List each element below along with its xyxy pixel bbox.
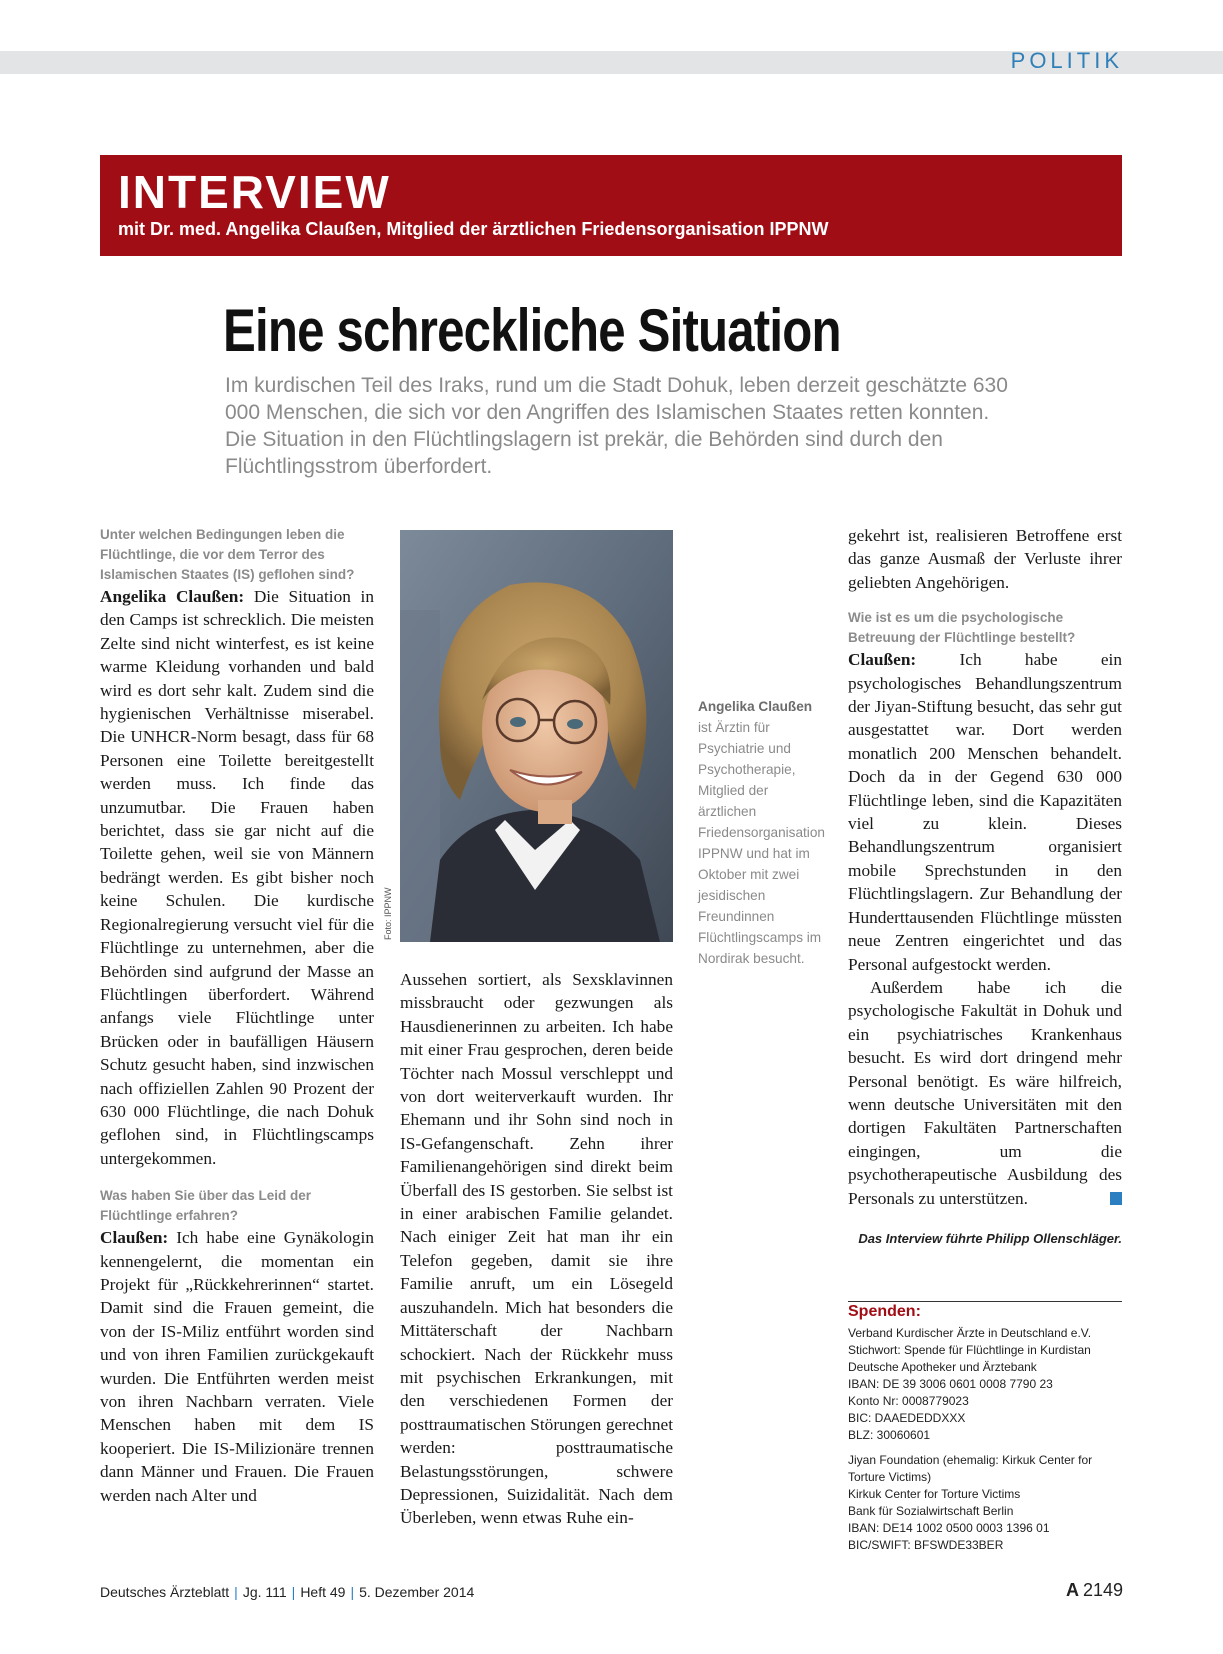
answer-text: Außerdem habe ich die psychologische Fakultät in Dohuk und ein psychiatrisches Krankenhaus besucht. Es wird dort dringend mehr Personal benötigt. Es wäre hilfreich, wenn deutsche Universitäten mit den dortigen Fakultäten Partnerschaften eingingen, um die psychotherapeutische Ausbildung des Personals zu unterstützen. [848,977,1122,1208]
caption-name: Angelika Claußen [698,699,813,714]
speaker-label: Angelika Claußen: [100,587,245,606]
answer-continuation: Aussehen sortiert, als Sexsklavinnen missbraucht oder gezwungen als Hausdienerinnen zu arbeiten. Ich habe mit einer Frau gesprochen, deren beide Töchter nach Mossul verschleppt und von dort weiterverkauft wurden. Ihr Ehemann und ihr Sohn sind noch in IS-Gefangenschaft. Zehn ihrer Familienangehörigen sind direkt beim Überfall des IS gestorben. Sie selbst ist in einer arabischen Familie gelandet. Nach einiger Zeit hat man ihr ein Telefon gegeben, damit sie ihre Familie anruft, um ein Lösegeld auszuhandeln. Mich hat besonders die Mittäterschaft der Nachbarn schockiert. Nach der Rückkehr muss mit psychischen Erkrankungen, mit den verschiedenen Formen der posttraumatischen Störungen gerechnet werden: posttraumatische Belastungsstörungen, schwere Depressionen, Suizidalität. Nach dem Überleben, wenn etwas Ruhe ein- [400,970,673,1528]
volume: Jg. 111 [242,1584,287,1600]
spenden-line: BLZ: 30060601 [848,1428,931,1442]
spenden-line: BIC/SWIFT: BFSWDE33BER [848,1538,1004,1552]
separator: | [291,1584,296,1600]
column-1 [100,525,374,1507]
speaker-label: Claußen: [848,650,917,670]
answer-text: Die Situation in den Camps ist schrecklich. Die meisten Zelte sind nicht winterfest, es ist keine warme Kleidung vorhanden und bald wird es dort sehr kalt. Zudem sind die hygienischen Verhältnisse miserabel. Die UNHCR-Norm besagt, dass für 68 Personen eine Toilette bereitgestellt werden muss. Ich finde das unzumutbar. Die Frauen haben berichtet, dass sie gar nicht auf die Toilette gehen, weil sie von Männern bedrängt werden. Es gibt bisher noch keine Schulen. Die kurdische Regionalregierung versucht viel für die Flüchtlinge zu unternehmen, aber die Behörden sind aufgrund der Masse an Flüchtlingen überfordert. Während anfangs viele Flüchtlinge unter Brücken oder in baufälligen Häusern Schutz gesucht haben, sind inzwischen nach offiziellen Zahlen 90 Prozent der 630 000 Flüchtlinge, die nach Dohuk geflohen sind, in Flüchtlingscamps untergekommen. [100,587,374,1168]
banner-title: INTERVIEW [118,166,391,218]
interview-byline: Das Interview führte Philipp Ollenschläger. [858,1231,1122,1246]
journal-name: Deutsches Ärzteblatt [100,1584,230,1600]
question-2: Was haben Sie über das Leid der Flüchtlinge erfahren? [100,1188,312,1224]
spenden-line: BIC: DAAEDEDDXXX [848,1411,966,1425]
question-3: Wie ist es um die psychologische Betreuung der Flüchtlinge bestellt? [848,610,1076,646]
page-prefix: A [1065,1580,1079,1600]
answer-1 [100,585,374,1170]
answer-continuation: gekehrt ist, realisieren Betroffene erst das ganze Ausmaß der Verluste ihrer geliebten Angehörigen. [848,526,1122,592]
spenden-line: Konto Nr: 0008779023 [848,1394,969,1408]
photo-credit: Foto: IPPNW [383,887,393,940]
answer-3-paragraph-2 [848,976,1122,1210]
answer-text: Ich habe eine Gynäkologin kennengelernt, die momentan ein Projekt für „Rückkehrerinnen“ startet. Damit sind die Frauen gemeint, die von der IS-Miliz entführt worden sind und von ihren Familien zurückgekauft wurden. Die Entführten werden meist von ihren Nachbarn verraten. Viele Menschen haben mit dem IS kooperiert. Die IS-Milizionäre trennen dann Männer und Frauen. Die Frauen werden nach Alter und [100,1228,374,1505]
spenden-line: Jiyan Foundation (ehemalig: Kirkuk Center for [848,1453,1093,1467]
spenden-box [848,1302,1122,1554]
headline: Eine schreckliche Situation [223,297,841,364]
lead-paragraph: Im kurdischen Teil des Iraks, rund um die Stadt Dohuk, leben derzeit geschätzte 630 000 Menschen, die sich vor den Angriffen des Islamischen Staates retten konnten. Die Situation in den Flüchtlingslagern ist prekär, die Behörden sind durch den Flüchtlingsstrom überfordert. [225,374,1008,478]
spenden-line: Deutsche Apotheker und Ärztebank [848,1360,1037,1374]
spenden-title: Spenden: [848,1303,921,1320]
answer-2 [100,1226,374,1507]
spenden-line: Bank für Sozialwirtschaft Berlin [848,1504,1014,1518]
page-number-value: 2149 [1082,1580,1123,1600]
caption-text: ist Ärztin für Psychiatrie und Psychotherapie, Mitglied der ärztlichen Friedensorganisation IPPNW und hat im Oktober mit zwei jesidischen Freundinnen Flüchtlingscamps im Nordirak besucht. [698,720,825,966]
answer-text: Ich habe ein psychologisches Behandlungszentrum der Jiyan-Stiftung besucht, das sehr gut ausgestattet war. Dort werden monatlich 200 Menschen behandelt. Doch da in der Gegend 630 000 Flüchtlinge leben, sind die Kapazitäten viel zu klein. Dieses Behandlungszentrum organisiert mobile Sprechstunden in den Flüchtlingslagern. Zur Behandlung der Hunderttausenden Flüchtlinge müssten neue Zentren eingerichtet und das Personal aufgestockt werden. [848,650,1122,974]
spenden-line: IBAN: DE14 1002 0500 0003 1396 01 [848,1521,1050,1535]
photo-caption [698,696,828,969]
answer-3 [848,648,1122,976]
spenden-line: Torture Victims) [848,1470,932,1484]
separator: | [234,1584,238,1600]
spenden-line: Verband Kurdischer Ärzte in Deutschland e.V. [848,1326,1092,1340]
interview-banner [100,155,1122,256]
end-mark-icon [1110,1192,1122,1205]
spenden-line: Kirkuk Center for Torture Victims [848,1487,1021,1501]
column-3 [848,524,1122,1210]
page-footer [100,1584,474,1600]
section-label: POLITIK [1010,48,1123,73]
issue-date: 5. Dezember 2014 [359,1584,475,1600]
issue: Heft 49 [300,1584,346,1600]
question-1: Unter welchen Bedingungen leben die Flüchtlinge, die vor dem Terror des Islamischen Staates (IS) geflohen sind? [100,527,355,582]
banner-subtitle: mit Dr. med. Angelika Claußen, Mitglied der ärztlichen Friedensorganisation IPPNW [118,219,829,239]
separator: | [350,1584,355,1600]
portrait-photo [400,530,673,942]
speaker-label: Claußen: [100,1228,169,1248]
spenden-line: IBAN: DE 39 3006 0601 0008 7790 23 [848,1377,1053,1391]
column-2 [400,968,673,1530]
spenden-line: Stichwort: Spende für Flüchtlinge in Kurdistan [848,1343,1091,1357]
page-number [1066,1580,1123,1601]
